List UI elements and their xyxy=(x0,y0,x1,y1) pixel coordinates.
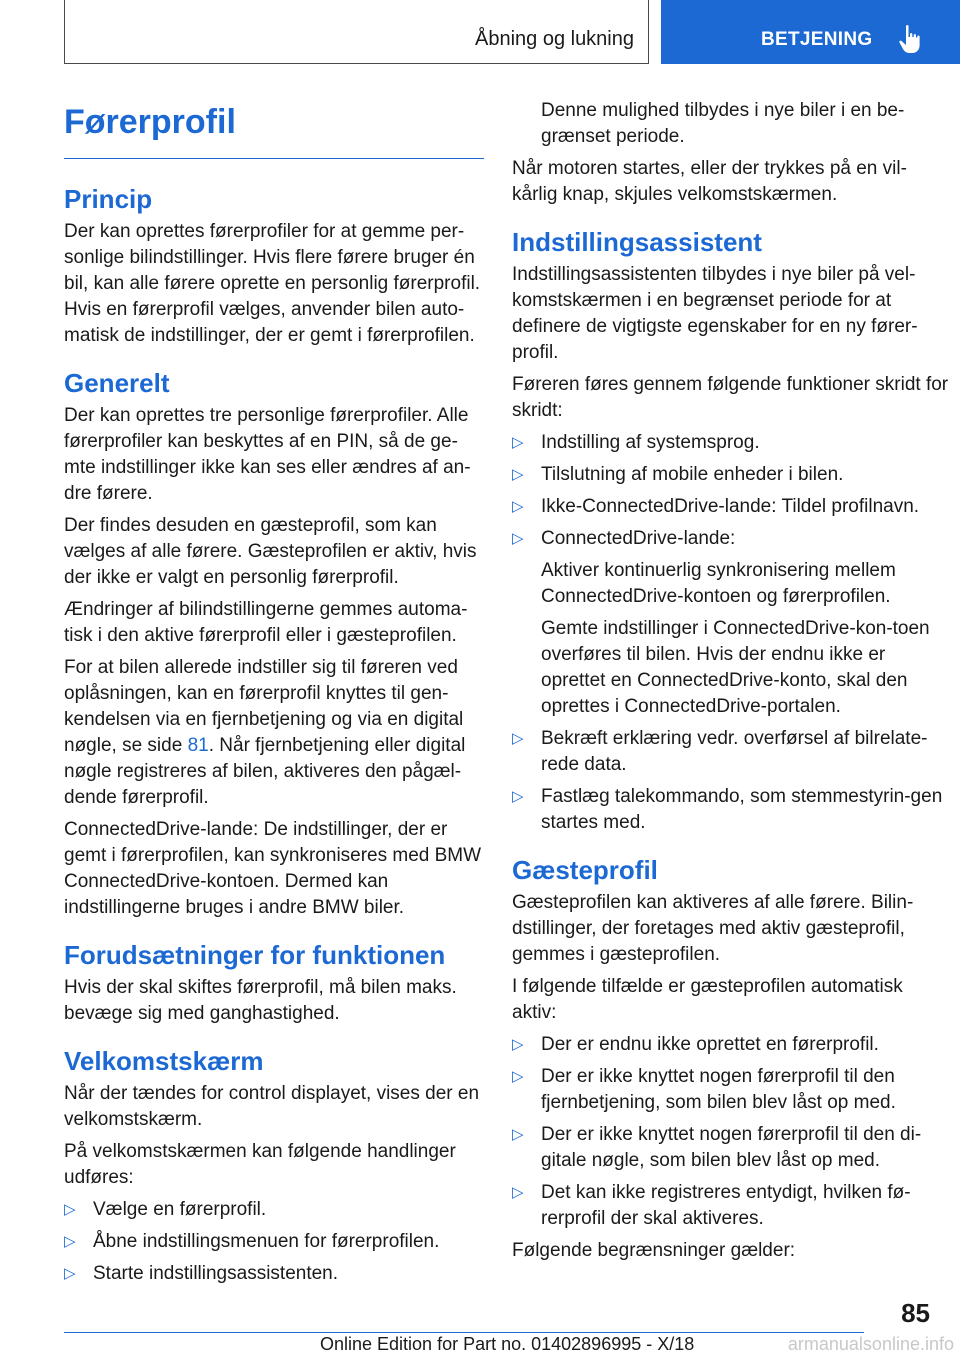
paragraph: Denne mulighed tilbydes i nye biler i en be-grænset periode. xyxy=(541,100,905,147)
triangle-bullet-icon: ▷ xyxy=(512,1184,524,1201)
list-item xyxy=(512,1122,952,1174)
footer-watermark: armanualsonline.info xyxy=(787,1334,954,1354)
list-item-subtext: Gemte indstillinger i ConnectedDrive-kon-toen overføres til bilen. Hvis der endnu ikke er oprettet en ConnectedDrive-konto, skal den oprettes i ConnectedDrive-portalen. xyxy=(541,618,930,717)
triangle-bullet-icon: ▷ xyxy=(512,1126,524,1143)
hand-pointer-icon xyxy=(897,24,923,54)
list-item xyxy=(512,784,952,836)
list-item-text: Der er endnu ikke oprettet en førerprofil. xyxy=(541,1034,879,1055)
paragraph: Føreren føres gennem følgende funktioner skridt for skridt: xyxy=(512,374,949,421)
chapter-title: BETJENING xyxy=(761,29,873,50)
paragraph: På velkomstskærmen kan følgende handlinger udføres: xyxy=(64,1141,456,1188)
paragraph: Følgende begrænsninger gælder: xyxy=(512,1240,796,1261)
heading-indstillingsassistent: Indstillingsassistent xyxy=(512,227,762,257)
paragraph: Der kan oprettes tre personlige førerprofiler. Alle førerprofiler kan beskyttes af en PIN, så de ge-mte indstillinger ikke kan ses eller ændres af an-dre førere. xyxy=(64,405,471,504)
list-item-text: Ikke-ConnectedDrive-lande: Tildel profilnavn. xyxy=(541,496,920,517)
triangle-bullet-icon: ▷ xyxy=(512,498,524,515)
list-item-text: Bekræft erklæring vedr. overførsel af bilrelate-rede data. xyxy=(541,728,928,775)
heading-princip: Princip xyxy=(64,184,153,214)
paragraph: Der kan oprettes førerprofiler for at gemme per-sonlige bilindstillinger. Hvis flere førere bruger én bil, kan alle førere oprette en personlig førerprofil. Hvis en førerprofil vælges, anvender bilen auto-matisk de indstillinger, der er gemt i førerprofilen. xyxy=(64,221,481,346)
list-item xyxy=(64,1261,484,1287)
list-item-text: Starte indstillingsassistenten. xyxy=(93,1263,339,1284)
list-item xyxy=(512,494,952,520)
list-item xyxy=(512,1180,952,1232)
list-item-subtext: Aktiver kontinuerlig synkronisering mellem ConnectedDrive-kontoen og førerprofilen. xyxy=(541,560,896,607)
paragraph: I følgende tilfælde er gæsteprofilen automatisk aktiv: xyxy=(512,976,903,1023)
list-item-text: Det kan ikke registreres entydigt, hvilken fø-rerprofil der skal aktiveres. xyxy=(541,1182,911,1229)
triangle-bullet-icon: ▷ xyxy=(512,530,524,547)
section-generelt xyxy=(64,365,484,921)
list-item-text: Der er ikke knyttet nogen førerprofil til den di-gitale nøgle, som bilen blev låst op med. xyxy=(541,1124,922,1171)
paragraph: Hvis der skal skiftes førerprofil, må bilen maks. bevæge sig med ganghastighed. xyxy=(64,977,457,1024)
list-item xyxy=(512,726,952,778)
list-item xyxy=(512,1064,952,1116)
list-item-text: Tilslutning af mobile enheder i bilen. xyxy=(541,464,844,485)
header-section-box xyxy=(64,0,649,64)
section-indstillingsassistent xyxy=(512,224,952,836)
text: . Når fjernbetjening eller digital nøgle registreres af bilen, aktiveres den pågæl-dende førerprofil. xyxy=(64,735,466,808)
bullet-list xyxy=(64,1197,484,1287)
section-gaesteprofil xyxy=(512,852,952,1264)
triangle-bullet-icon: ▷ xyxy=(512,1068,524,1085)
list-item xyxy=(512,1032,952,1058)
triangle-bullet-icon: ▷ xyxy=(512,788,524,805)
list-item-text: Der er ikke knyttet nogen førerprofil til den fjernbetjening, som bilen blev låst op med. xyxy=(541,1066,896,1113)
section-velkomstskaerm xyxy=(64,1043,484,1287)
paragraph: Når der tændes for control displayet, vises der en velkomstskærm. xyxy=(64,1083,480,1130)
page-reference-link[interactable]: 81 xyxy=(187,735,209,756)
list-item xyxy=(512,430,952,456)
triangle-bullet-icon: ▷ xyxy=(64,1233,76,1250)
footer-edition: Online Edition for Part no. 01402896995 - X/18 xyxy=(320,1334,695,1354)
list-item-text: Åbne indstillingsmenuen for førerprofilen. xyxy=(93,1231,440,1252)
heading-generelt: Generelt xyxy=(64,368,170,398)
bullet-list xyxy=(512,1032,952,1232)
list-item-text: Vælge en førerprofil. xyxy=(93,1199,267,1220)
right-column xyxy=(512,98,952,1280)
list-item-text: Fastlæg talekommando, som stemmestyrin-gen startes med. xyxy=(541,786,943,833)
paragraph: Der findes desuden en gæsteprofil, som kan vælges af alle førere. Gæsteprofilen er aktiv, hvis der ikke er valgt en personlig førerprofil. xyxy=(64,515,477,588)
heading-velkomstskaerm: Velkomstskærm xyxy=(64,1046,264,1076)
triangle-bullet-icon: ▷ xyxy=(512,434,524,451)
left-column xyxy=(64,98,484,1303)
paragraph: Gæsteprofilen kan aktiveres af alle førere. Bilin-dstillinger, der foretages med aktiv gæsteprofil, gemmes i gæsteprofilen. xyxy=(512,892,914,965)
paragraph: Indstillingsassistenten tilbydes i nye biler på vel-komstskærmen i en begrænset periode for at definere de vigtigste egenskaber for en ny fører-profil. xyxy=(512,264,918,363)
page-number: 85 xyxy=(901,1298,930,1328)
list-item xyxy=(512,526,952,720)
triangle-bullet-icon: ▷ xyxy=(512,466,524,483)
triangle-bullet-icon: ▷ xyxy=(512,1036,524,1053)
heading-gaesteprofil: Gæsteprofil xyxy=(512,855,658,885)
list-item-text: ConnectedDrive-lande: xyxy=(541,528,736,549)
list-item-text: Indstilling af systemsprog. xyxy=(541,432,760,453)
page-title: Førerprofil xyxy=(64,98,484,159)
paragraph xyxy=(64,655,484,811)
text: For at bilen allerede indstiller sig til føreren ved oplåsningen, kan en førerprofil knyttes til gen-kendelsen via en fjernbetjening og via en digital nøgle, se side xyxy=(64,657,464,756)
section-title: Åbning og lukning xyxy=(474,28,634,50)
list-item xyxy=(64,1197,484,1223)
paragraph: Ændringer af bilindstillingerne gemmes automa-tisk i den aktive førerprofil eller i gæsteprofilen. xyxy=(64,599,468,646)
section-forudsaetninger xyxy=(64,937,484,1027)
triangle-bullet-icon: ▷ xyxy=(512,730,524,747)
triangle-bullet-icon: ▷ xyxy=(64,1265,76,1282)
paragraph: Når motoren startes, eller der trykkes på en vil-kårlig knap, skjules velkomstskærmen. xyxy=(512,158,907,205)
heading-forudsaetninger: Forudsætninger for funktionen xyxy=(64,940,446,970)
paragraph: ConnectedDrive-lande: De indstillinger, der er gemt i førerprofilen, kan synkroniseres med BMW ConnectedDrive-kontoen. Dermed kan indstillingerne bruges i andre BMW biler. xyxy=(64,819,482,918)
triangle-bullet-icon: ▷ xyxy=(64,1201,76,1218)
chapter-tab[interactable] xyxy=(661,0,960,64)
section-princip xyxy=(64,181,484,349)
bullet-list xyxy=(512,430,952,836)
list-item xyxy=(512,462,952,488)
list-item xyxy=(64,1229,484,1255)
footer-divider xyxy=(64,1332,864,1333)
